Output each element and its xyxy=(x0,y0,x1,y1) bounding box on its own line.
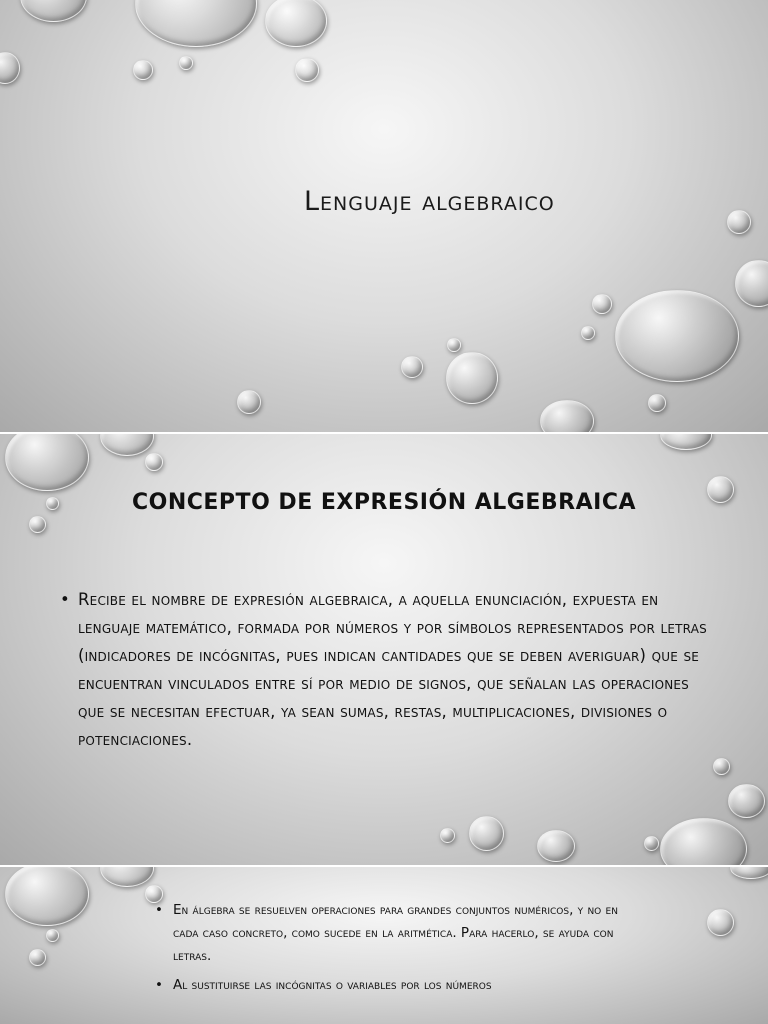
water-drop-icon xyxy=(265,0,327,47)
water-drop-icon xyxy=(447,338,461,352)
water-drop-icon xyxy=(581,326,595,340)
water-drop-icon xyxy=(446,352,498,404)
water-drop-icon xyxy=(615,290,739,382)
water-drop-icon xyxy=(648,394,666,412)
bullet-item: • En álgebra se resuelven operaciones para grandes conjuntos numéricos, y no en cada caso concreto, como sucede en la aritmética. Para hacerlo, se ayuda con letras. xyxy=(155,899,635,968)
water-drop-icon xyxy=(100,867,154,887)
slide-title xyxy=(0,0,768,432)
slide-title-text: Lenguaje algebraico xyxy=(304,186,555,217)
water-drop-icon xyxy=(29,516,46,533)
water-drop-icon xyxy=(644,836,659,851)
bullet-item: • Al sustituirse las incógnitas o variables por los números xyxy=(155,974,635,997)
water-drop-icon xyxy=(735,260,768,307)
water-drop-icon xyxy=(469,816,504,851)
bullet-item: • Recibe el nombre de expresión algebraica, a aquella enunciación, expuesta en lenguaje matemático, formada por números y por símbolos representados por letras (indicadores de incógnitas, pues indican cantidades que se deben averiguar) que se encuentran vinculados entre sí por medio de signos, que señalan las operaciones que se necesitan efectuar, ya sean sumas, restas, multiplicaciones, divisiones o potenciaciones. xyxy=(60,586,720,754)
water-drop-icon xyxy=(145,453,163,471)
water-drop-icon xyxy=(401,356,423,378)
water-drop-icon xyxy=(237,390,261,414)
water-drop-icon xyxy=(727,210,751,234)
water-drop-icon xyxy=(5,434,89,491)
water-drop-icon xyxy=(660,818,747,865)
slide-heading: CONCEPTO DE EXPRESIÓN ALGEBRAICA xyxy=(132,490,636,515)
water-drop-icon xyxy=(29,949,46,966)
water-drop-icon xyxy=(730,867,768,879)
water-drop-icon xyxy=(592,294,612,314)
water-drop-icon xyxy=(537,830,575,862)
water-drop-icon xyxy=(660,434,712,450)
water-drop-icon xyxy=(0,52,20,84)
water-drop-icon xyxy=(440,828,455,843)
slide-algebra xyxy=(0,867,768,1024)
water-drop-icon xyxy=(100,434,154,456)
water-drop-icon xyxy=(46,929,59,942)
water-drop-icon xyxy=(20,0,87,22)
water-drop-icon xyxy=(728,784,765,818)
water-drop-icon xyxy=(179,56,193,70)
water-drop-icon xyxy=(133,60,153,80)
water-drop-icon xyxy=(135,0,257,47)
bullet-list xyxy=(155,899,635,1003)
slide-concept xyxy=(0,434,768,865)
bullet-list xyxy=(60,586,720,754)
water-drop-icon xyxy=(295,58,319,82)
water-drop-icon xyxy=(713,758,730,775)
water-drop-icon xyxy=(540,400,594,432)
water-drop-icon xyxy=(707,909,734,936)
water-drop-icon xyxy=(5,867,89,926)
